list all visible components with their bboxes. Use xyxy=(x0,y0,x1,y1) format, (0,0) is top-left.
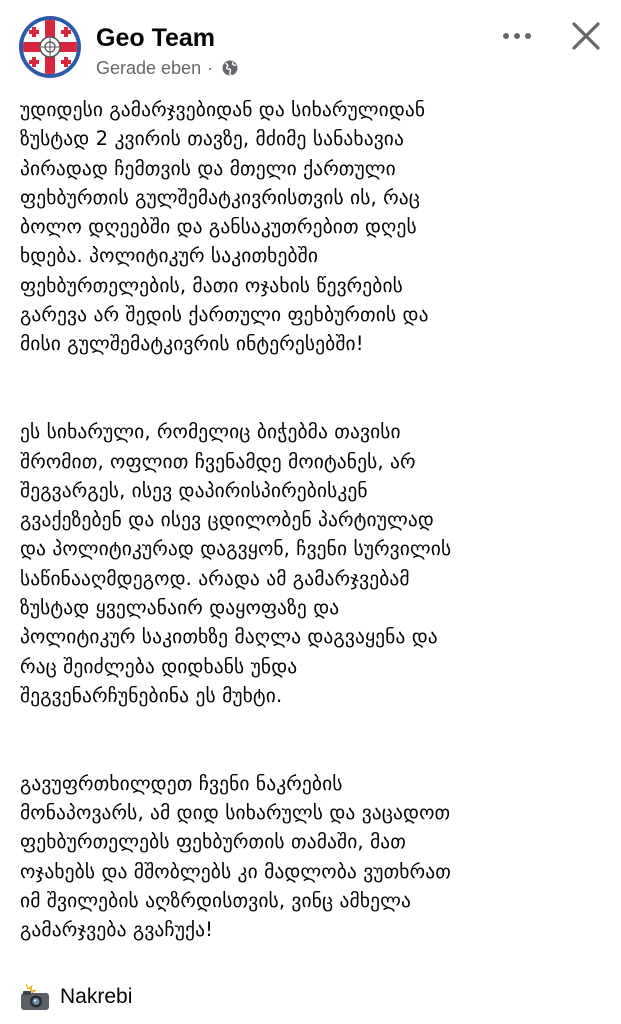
text-line: ეს სიხარული, რომელიც ბიჭებმა თავისი xyxy=(20,420,401,444)
text-line: უდიდესი გამარჯვებიდან და სიხარულიდან xyxy=(20,98,426,121)
geo-team-avatar[interactable] xyxy=(19,16,81,78)
more-options-button[interactable] xyxy=(496,20,538,52)
text-line: ოჯახებს და მშობლებს კი მადლობა ვუთხრათ xyxy=(20,859,451,883)
text-line: ზუსტად ყველანაირ დაყოფაზე და xyxy=(20,596,340,620)
paragraph-3 xyxy=(20,769,605,945)
author-name[interactable]: Geo Team xyxy=(96,24,216,52)
text-line: რაც შეიძლება დიდხანს უნდა xyxy=(20,654,298,678)
paragraph-gap xyxy=(20,710,605,769)
close-icon xyxy=(566,16,606,56)
source-name[interactable]: Nakrebi xyxy=(60,985,133,1008)
post-meta xyxy=(96,57,239,79)
post-timestamp[interactable]: Gerade eben xyxy=(96,58,202,78)
post-header xyxy=(0,0,621,96)
close-button[interactable] xyxy=(566,16,606,56)
text-line: შეგვენარჩუნებინა ეს მუხტი. xyxy=(20,683,283,707)
text-line: გვაქეზებენ და ისევ ცდილობენ პარტიულად xyxy=(20,508,434,532)
text-line: გავუფრთხილდეთ ჩვენი ნაკრების xyxy=(20,771,343,795)
text-line: გამარჯვება გვაჩუქა! xyxy=(20,918,214,942)
text-line: და პოლიტიკურად დაგვყონ, ჩვენი სურვილის xyxy=(20,537,452,561)
paragraph-2 xyxy=(20,417,605,710)
text-line: ფეხბურთელების, მათი ოჯახის წევრების xyxy=(20,273,403,297)
paragraph-1 xyxy=(20,95,605,359)
text-line: პირადად ჩემთვის და მთელი ქართული xyxy=(20,156,396,180)
post-body xyxy=(20,95,605,945)
text-line: მისი გულშემატკივრის ინტერესებში! xyxy=(20,332,364,356)
meta-separator: · xyxy=(207,58,214,78)
avatar-flag xyxy=(23,20,77,74)
text-line: ბოლო დღეებში და განსაკუთრებით დღეს xyxy=(20,215,417,239)
paragraph-gap xyxy=(20,359,605,418)
text-line: იმ შვილების აღზრდისთვის, ვინც ამხელა xyxy=(20,889,411,913)
text-line: საწინააღმდეგოდ. არადა ამ გამარჯვებამ xyxy=(20,566,410,590)
text-line: მონაპოვარს, ამ დიდ სიხარულს და ვაცადოთ xyxy=(20,801,451,825)
text-line: ფეხბურთის გულშემატკივრისთვის ის, რაც xyxy=(20,185,420,209)
text-line: შრომით, ოფლით ჩვენამდე მოიტანეს, არ xyxy=(20,449,416,473)
more-options-icon xyxy=(496,20,538,52)
source-credit xyxy=(18,982,132,1012)
flag-icon xyxy=(23,20,77,74)
text-line: ხდება. პოლიტიკურ საკითხებში xyxy=(20,244,319,268)
text-line: ფეხბურთელებს ფეხბურთის თამაში, მათ xyxy=(20,830,407,854)
text-line: შეგვარგეს, ისევ დაპირისპირებისკენ xyxy=(20,478,368,502)
text-line: პოლიტიკურ საკითხზე მაღლა დაგვაყენა და xyxy=(20,625,438,649)
camera-flash-icon xyxy=(18,982,52,1012)
text-line: გარევა არ შედის ქართული ფეხბურთის და xyxy=(20,303,429,327)
text-line: ზუსტად 2 კვირის თავზე, მძიმე სანახავია xyxy=(20,127,404,151)
globe-icon[interactable] xyxy=(221,59,239,77)
